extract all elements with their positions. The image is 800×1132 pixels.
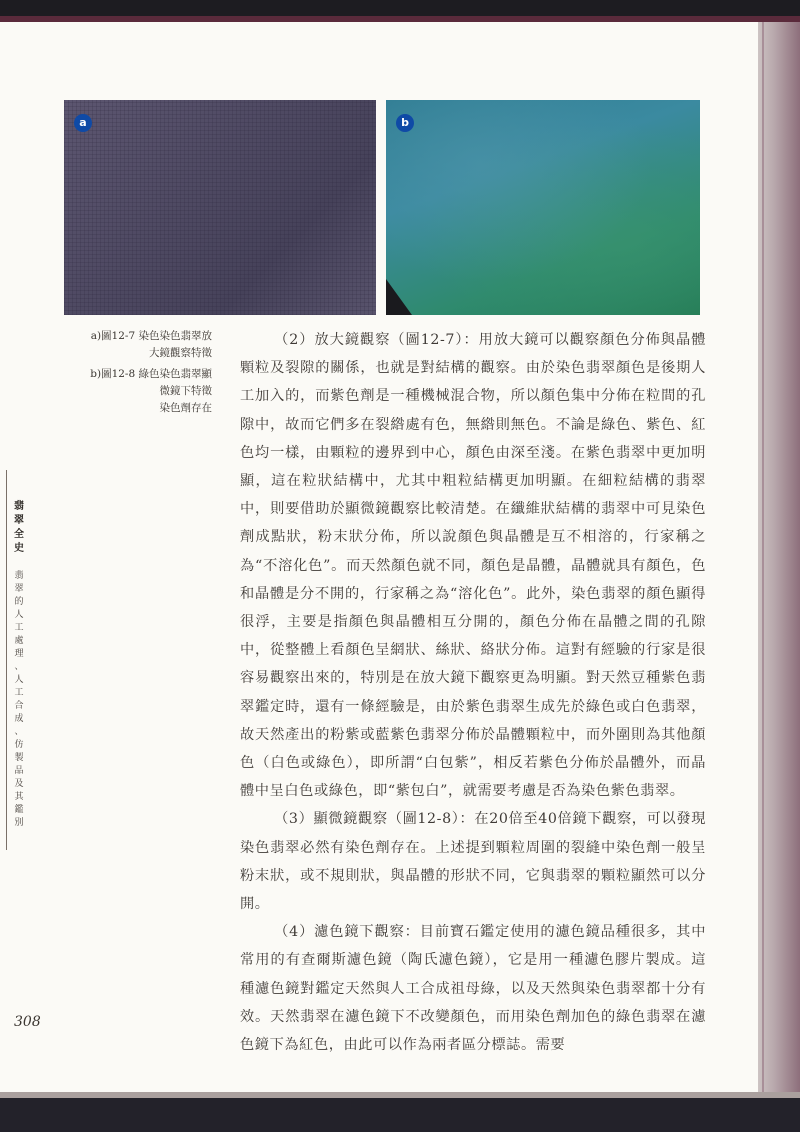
body-text [240,326,706,1059]
figure-captions [62,328,212,421]
side-chapter-char: 、 [14,727,24,737]
side-chapter-char: 翡 [14,571,24,581]
side-chapter-char: 品 [14,766,24,776]
side-chapter-char: 、 [14,662,24,672]
photo-b-badge: b [396,114,414,132]
side-chapter-char: 理 [14,649,24,659]
spine-line [762,22,764,1092]
side-chapter-char: 人 [14,610,24,620]
photo-a [64,100,376,315]
side-title-char: 翡 [14,501,24,512]
side-chapter-char: 工 [14,623,24,633]
photo-a-badge: a [74,114,92,132]
side-title-char: 全 [14,529,24,540]
caption-b: b)圖12-8 綠色染色翡翠顯 微鏡下特徵 染色劑存在 [90,368,212,414]
side-chapter-char: 人 [14,675,24,685]
side-chapter-char: 合 [14,701,24,711]
paragraph-magnifier: （2）放大鏡觀察（圖12-7）：用放大鏡可以觀察顏色分佈與晶體顆粒及裂隙的關係，也就是對結構的觀察。由於染色翡翠顏色是後期人工加入的，而紫色劑是一種機械混合物，所以顏色集中分佈在粒間的孔隙中，故而它們多在裂綹處有色，無綹則無色。不論是綠色、紫色、紅色均一樣，由顆粒的邊界到中心，顏色由深至淺。在紫色翡翠中更加明顯，這在粒狀結構中，尤其中粗粒結構更加明顯。在細粒結構的翡翠中，則要借助於顯微鏡觀察比較清楚。在纖維狀結構的翡翠中可見染色劑成點狀，粉末狀分佈，所以說顏色與晶體是互不相溶的，行家稱之為“不溶化色”。而天然顏色就不同，顏色是晶體，晶體就具有顏色，色和晶體是分不開的，行家稱之為“溶化色”。此外，染色翡翠的顏色顯得很浮，主要是指顏色與晶體相互分開的，顏色分佈在晶體之間的孔隙中，從整體上看顏色呈網狀、絲狀、絡狀分佈。這對有經驗的行家是很容易觀察出來的，特別是在放大鏡下觀察更為明顯。對天然豆種紫色翡翠鑑定時，還有一條經驗是，由於紫色翡翠生成先於綠色或白色翡翠，故天然產出的粉紫或藍紫色翡翠分佈於晶體顆粒中，而外圍則為其他顏色（白色或綠色），即所謂“白包紫”，相反若紫色分佈於晶體外，而晶體中呈白色或綠色，即“紫包白”，就需要考慮是否為染色紫色翡翠。 [240,332,706,800]
caption-a: a)圖12-7 染色染色翡翠放 大鏡觀察特徵 [90,330,212,359]
side-chapter-char: 鑑 [14,805,24,815]
side-chapter-char: 翠 [14,584,24,594]
photo-b-dark-corner [386,279,412,315]
side-chapter-char: 製 [14,753,24,763]
paragraph-microscope: （3）顯微鏡觀察（圖12-8）：在20倍至40倍鏡下觀察，可以發現染色翡翠必然有染色劑存在。上述提到顆粒周圍的裂縫中染色劑一般呈粉末狀，或不規則狀，與晶體的形狀不同，它與翡翠的顆粒顯然可以分開。 [240,811,706,913]
side-chapter-char: 及 [14,779,24,789]
side-chapter-char: 其 [14,792,24,802]
side-chapter-char: 工 [14,688,24,698]
side-chapter-char: 的 [14,597,24,607]
side-chapter-title [12,570,26,830]
side-title-char: 翠 [14,515,24,526]
side-rule [6,470,7,850]
side-chapter-char: 仿 [14,740,24,750]
scan-bottom-border [0,1098,800,1132]
photo-b [386,100,700,315]
side-book-title [12,500,26,556]
side-title-char: 史 [14,543,24,554]
page-number: 308 [14,1014,41,1030]
side-chapter-char: 別 [14,818,24,828]
paragraph-filter: （4）濾色鏡下觀察：目前寶石鑑定使用的濾色鏡品種很多，其中常用的有查爾斯濾色鏡（陶氏濾色鏡），它是用一種濾色膠片製成。這種濾色鏡對鑑定天然與人工合成祖母綠，以及天然與染色翡翠都十分有效。天然翡翠在濾色鏡下不改變顏色，而用染色劑加色的綠色翡翠在濾色鏡下為紅色，由此可以作為兩者區分標誌。需要 [240,924,706,1054]
side-chapter-char: 成 [14,714,24,724]
side-chapter-char: 處 [14,636,24,646]
